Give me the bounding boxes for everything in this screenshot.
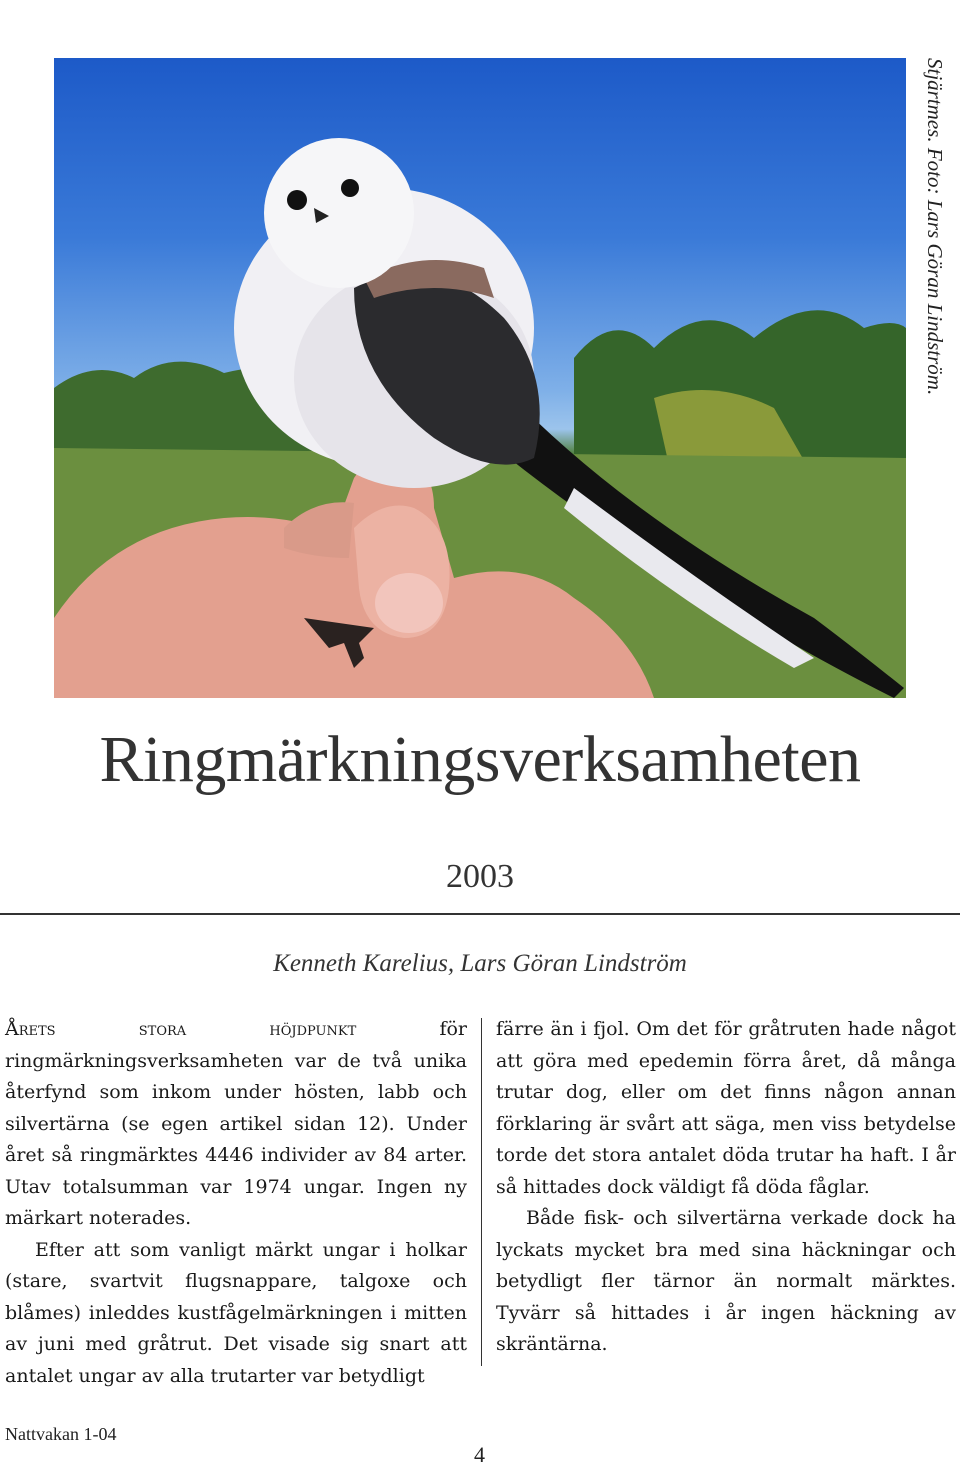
left-paragraph-2: Efter att som vanligt märkt ungar i holkar (stare, svartvit flugsnappare, talgoxe och blåmes) inleddes kustfågelmärkningen i mitten av juni med gråtrut. Det visade sig snart att antalet ungar av alla trutarter var betydligt — [5, 1238, 467, 1387]
title-divider — [0, 913, 960, 915]
photo-illustration — [54, 58, 906, 698]
left-paragraph-1 — [5, 1014, 467, 1235]
article-year: 2003 — [446, 858, 514, 895]
page-number: 4 — [474, 1442, 485, 1467]
article-authors: Kenneth Karelius, Lars Göran Lindström — [273, 950, 687, 977]
publication-name: Nattvakan 1-04 — [5, 1424, 117, 1444]
photo-caption: Stjärtmes. Foto: Lars Göran Lindström. — [923, 58, 947, 396]
left-paragraph-1-text: för ringmärkningsverksamheten var de två unika återfynd som inkom under hösten, labb och silvertärna (se egen artikel sidan 12). Under året så ringmärktes 4446 individer av 84 arter. Utav totalsumman var 1974 ungar. Ingen ny märkart noterades. — [5, 1018, 467, 1229]
left-column — [5, 1014, 467, 1392]
right-paragraph-1: färre än i fjol. Om det för gråtruten hade något att göra med epedemin förra året, då många trutar dog, eller om det finns någon annan förklaring är svårt att säga, men viss betydelse torde det stora antalet döda trutar ha haft. I år så hittades dock väldigt få döda fåglar. — [496, 1018, 956, 1198]
article-title: Ringmärkningsverksamheten — [99, 723, 861, 796]
lead-in: Årets stora höjdpunkt — [5, 1018, 357, 1040]
bird-photo — [54, 58, 906, 698]
right-column — [496, 1014, 956, 1361]
right-paragraph-2: Både fisk- och silvertärna verkade dock ha lyckats mycket bra med sina häckningar och betydligt fler tärnor än normalt märktes. Tyvärr så hittades i år ingen häckning av skräntärna. — [496, 1207, 956, 1355]
column-divider — [481, 1018, 482, 1366]
